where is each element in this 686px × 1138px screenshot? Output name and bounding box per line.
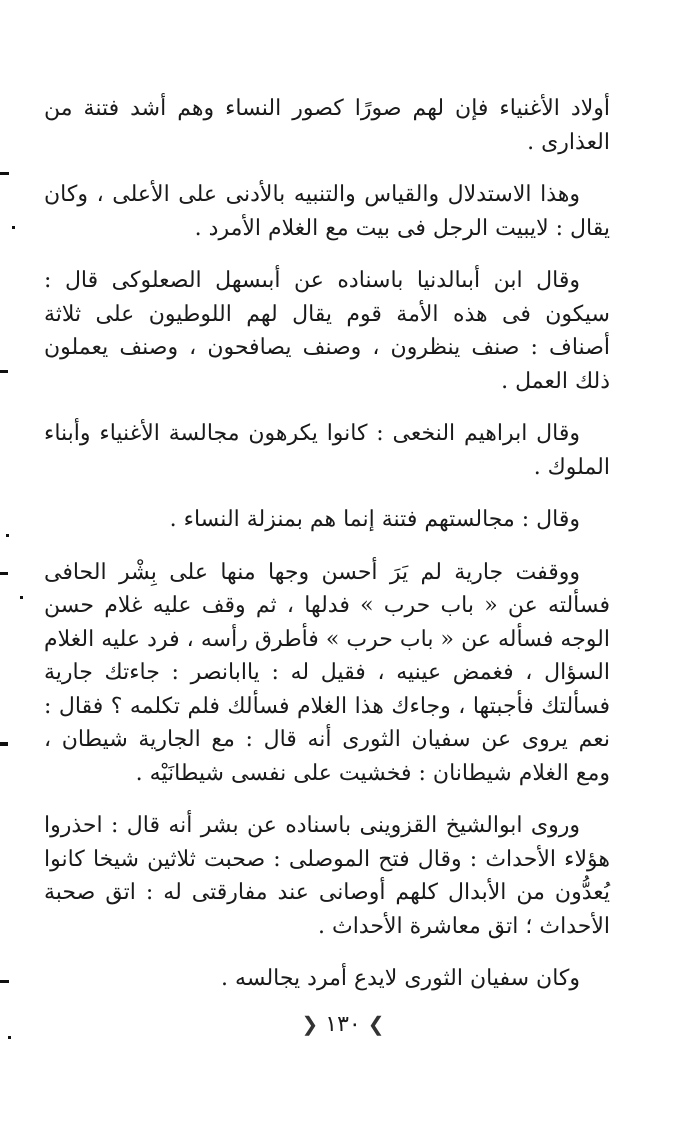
scan-mark-5 xyxy=(0,572,8,575)
page-number xyxy=(0,1012,686,1037)
scan-mark-1 xyxy=(0,172,9,175)
scan-mark-6 xyxy=(20,596,23,599)
page-number-ornament-left-icon: ❮ xyxy=(301,1012,319,1036)
paragraph-7: وروى ابوالشيخ القزوينى باسناده عن بشر أنه قال : احذروا هؤلاء الأحداث : وقال فتح الموصلى : صحبت ثلاثين شيخا كانوا يُعدُّون من الأبدال كلهم أوصانى عند مفارقتى له : اتق صحبة الأحداث ؛ اتق معاشرة الأحداث . xyxy=(44,813,610,939)
paragraph-6: ووقفت جارية لم يَرَ أحسن وجها منها على بِشْر الحافى فسألته عن « باب حرب » فدلها ، ثم وقف عليه غلام حسن الوجه فسأله عن « باب حرب » فأطرق رأسه ، فرد عليه الغلام السؤال ، فغمض عينيه ، فقيل له : ياابانصر : جاءتك جارية فسألتك فأجبتها ، وجاءك هذا الغلام فسألك فلم تكلمه ؟ فقال : نعم يروى عن سفيان الثورى أنه قال : مع الجارية شيطان ، ومع الغلام شيطانان : فخشيت على نفسى شيطانَيْه . xyxy=(44,559,610,786)
page-number-ornament-right-icon: ❯ xyxy=(367,1012,385,1036)
scan-mark-4 xyxy=(6,534,9,537)
paragraph-8: وكان سفيان الثورى لايدع أمرد يجالسه . xyxy=(221,966,580,991)
paragraph-1: أولاد الأغنياء فإن لهم صورًا كصور النساء وهم أشد فتنة من العذارى . xyxy=(44,96,610,155)
scan-mark-2 xyxy=(12,226,15,229)
paragraph-2: وهذا الاستدلال والقياس والتنبيه بالأدنى على الأعلى ، وكان يقال : لايبيت الرجل فى بيت مع الغلام الأمرد . xyxy=(44,182,610,241)
scan-mark-7 xyxy=(0,742,8,746)
page-body xyxy=(44,92,610,1015)
scan-mark-3 xyxy=(0,370,8,373)
page-number-value: ١٣٠ xyxy=(325,1012,361,1037)
paragraph-3: وقال ابن أبىالدنيا باسناده عن أبىسهل الصعلوكى قال : سيكون فى هذه الأمة قوم يقال لهم اللوطيون على ثلاثة أصناف : صنف ينظرون ، وصنف يصافحون ، وصنف يعملون ذلك العمل . xyxy=(44,268,610,394)
paragraph-4: وقال ابراهيم النخعى : كانوا يكرهون مجالسة الأغنياء وأبناء الملوك . xyxy=(44,421,610,480)
paragraph-5: وقال : مجالستهم فتنة إنما هم بمنزلة النساء . xyxy=(169,507,580,532)
scan-mark-9 xyxy=(8,1036,11,1039)
scan-mark-8 xyxy=(0,980,9,983)
